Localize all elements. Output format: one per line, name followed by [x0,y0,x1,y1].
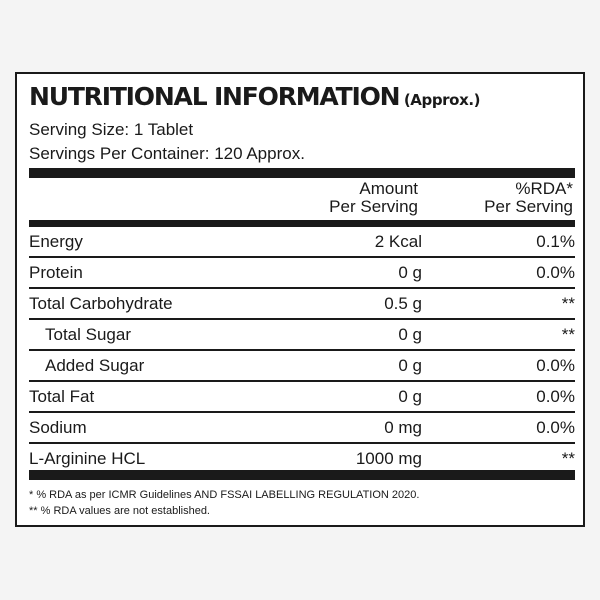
thick-divider [29,470,575,480]
nutrient-amount: 2 Kcal [374,232,422,251]
rda-header-line1: %RDA* [515,179,573,198]
title-suffix: (Approx.) [403,91,481,109]
nutrient-rda: ** [561,325,575,344]
nutrient-amount: 0 mg [384,418,422,437]
nutrient-row [29,258,575,289]
nutrient-row [29,227,575,258]
nutrient-rda: ** [561,449,575,468]
nutrient-name: Protein [29,263,83,282]
nutrient-name: Energy [29,232,83,251]
nutrient-amount: 0.5 g [384,294,422,313]
nutrient-rda: 0.0% [536,356,575,375]
nutrient-row [29,320,575,351]
footnote-rda-not-established: ** % RDA values are not established. [29,505,210,517]
nutrient-table [29,227,575,475]
servings-per-container: Servings Per Container: 120 Approx. [29,144,305,163]
nutrient-name: Total Carbohydrate [29,294,173,313]
nutrient-row [29,289,575,320]
nutrition-label [15,72,585,527]
serving-size: Serving Size: 1 Tablet [29,120,194,139]
amount-header-line2: Per Serving [329,197,418,216]
nutrient-row [29,351,575,382]
nutrient-amount: 0 g [398,387,422,406]
nutrient-name: Added Sugar [45,356,145,375]
nutrient-rda: 0.0% [536,418,575,437]
nutrient-rda: 0.0% [536,263,575,282]
nutrient-name: Total Sugar [45,325,131,344]
footnote-rda-source: * % RDA as per ICMR Guidelines AND FSSAI LABELLING REGULATION 2020. [29,489,420,501]
nutrient-amount: 0 g [398,263,422,282]
nutrient-name: Total Fat [29,387,95,406]
nutrient-rda: ** [561,294,575,313]
nutrient-name: Sodium [29,418,87,437]
nutrient-row [29,382,575,413]
nutrient-amount: 0 g [398,325,422,344]
amount-column-header [329,180,418,216]
nutrient-rda: 0.1% [536,232,575,251]
amount-header-line1: Amount [359,179,418,198]
nutrient-name: L-Arginine HCL [29,449,146,468]
nutrient-row [29,413,575,444]
title-text: NUTRITIONAL INFORMATION [29,82,400,111]
nutrient-amount: 1000 mg [355,449,422,468]
rda-header-line2: Per Serving [484,197,573,216]
header-divider [29,220,575,227]
rda-column-header [484,180,573,216]
nutrient-amount: 0 g [398,356,422,375]
thick-divider [29,168,575,178]
nutrient-rda: 0.0% [536,387,575,406]
label-title [29,84,480,109]
